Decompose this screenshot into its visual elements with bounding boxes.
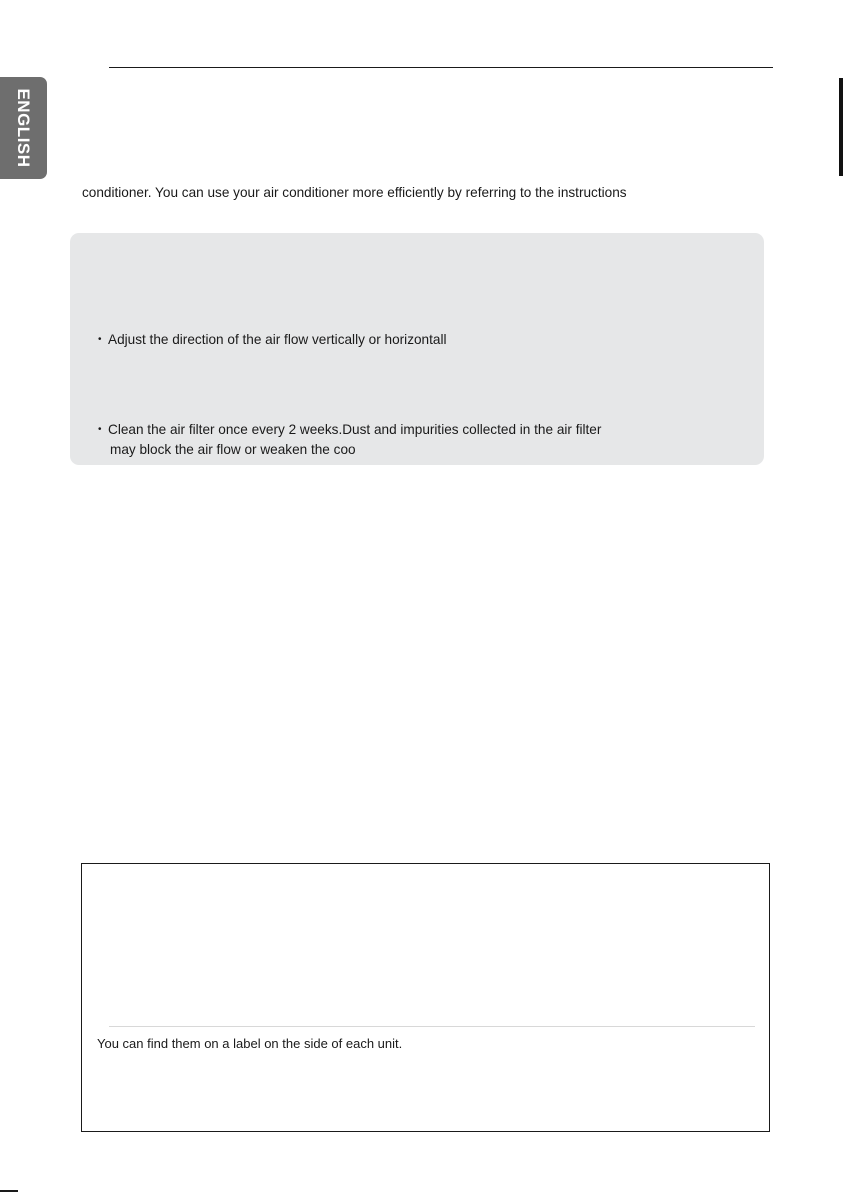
info-note: You can find them on a label on the side of each unit. (97, 1036, 403, 1051)
info-box (81, 863, 770, 1132)
tips-panel (70, 233, 764, 465)
language-tab-label: ENGLISH (14, 88, 33, 168)
language-tab (0, 77, 47, 179)
info-divider (109, 1026, 755, 1027)
bullet-icon: • (98, 334, 102, 346)
bullet-icon: • (98, 424, 102, 436)
page-edge-marker (839, 78, 843, 176)
tip-line-continued: may block the air flow or weaken the coo (110, 442, 356, 458)
intro-text: conditioner. You can use your air conditioner more efficiently by referring to the instructions (82, 185, 627, 200)
header-rule (109, 67, 773, 68)
tip-item (98, 330, 447, 350)
tip-item (98, 420, 601, 460)
tip-line: Clean the air filter once every 2 weeks.Dust and impurities collected in the air filter (108, 422, 602, 437)
tip-line: Adjust the direction of the air flow vertically or horizontall (108, 332, 447, 347)
